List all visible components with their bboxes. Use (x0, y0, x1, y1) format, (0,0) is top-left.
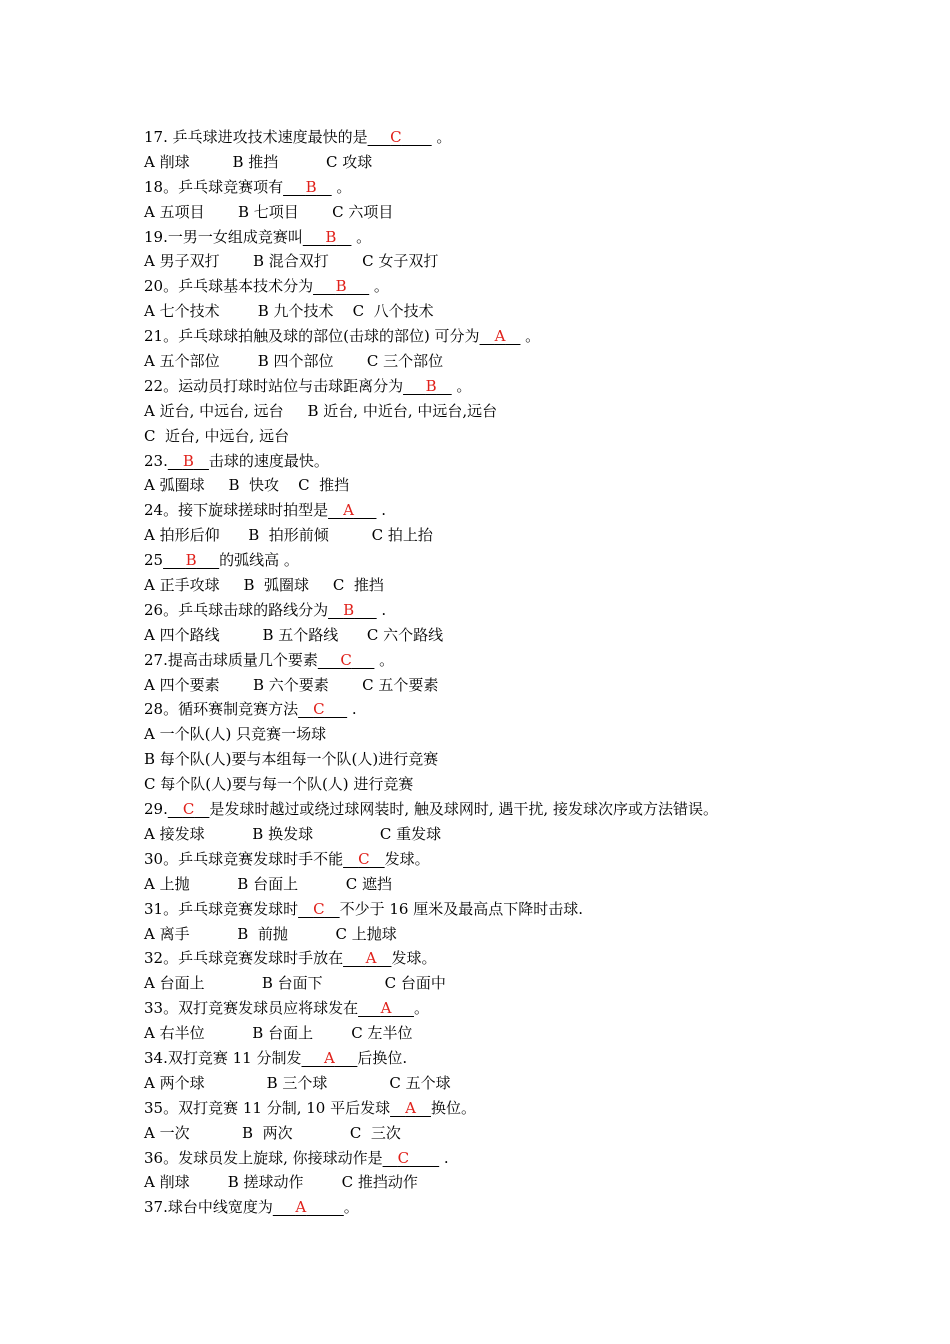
options-text: A 五个部位 B 四个部位 C 三个部位 (144, 352, 444, 371)
blank-left: __ (390, 1098, 406, 1117)
blank-right: __ (194, 800, 210, 819)
options-text: A 四个路线 B 五个路线 C 六个路线 (144, 625, 444, 644)
blank-left: __ (298, 899, 314, 918)
question-text: 26。乒乓球击球的路线分为 (144, 600, 329, 619)
options-text: A 五项目 B 七项目 C 六项目 (144, 202, 394, 221)
blank-left: ___ (313, 277, 336, 296)
options-text: A 弧圈球 B 快攻 C 推挡 (144, 476, 350, 495)
answer-options (144, 573, 934, 598)
question-suffix: 。 (343, 1198, 359, 1217)
answer-letter: A (380, 999, 392, 1018)
blank-right: __ (336, 227, 352, 246)
blank-right: ___ (334, 1048, 358, 1067)
question-line (144, 449, 934, 474)
blank-left: ___ (317, 650, 341, 669)
question-text: 33。双打竞赛发球员应将球发在 (144, 999, 359, 1018)
answer-letter: C (313, 700, 325, 719)
question-text: 30。乒乓球竞赛发球时手不能 (144, 849, 344, 868)
answer-options (144, 399, 934, 424)
answer-options (144, 772, 934, 797)
question-suffix: 发球。 (391, 949, 437, 968)
answer-options (144, 249, 934, 274)
options-text: A 七个技术 B 九个技术 C 八个技术 (144, 302, 434, 321)
answer-options (144, 1170, 934, 1195)
question-line (144, 498, 934, 523)
answer-letter: A (323, 1048, 335, 1067)
blank-right: ___ (351, 650, 375, 669)
options-text: A 两个球 B 三个球 C 五个球 (144, 1073, 451, 1092)
blank-right: __ (436, 376, 452, 395)
question-line (144, 1096, 934, 1121)
blank-left: ___ (343, 949, 366, 968)
answer-letter: A (365, 949, 377, 968)
answer-options (144, 1121, 934, 1146)
answer-letter: C (340, 650, 352, 669)
blank-left: __ (167, 451, 183, 470)
question-line (144, 548, 934, 573)
blank-left: __ (298, 700, 314, 719)
question-suffix: 。 (451, 376, 472, 395)
question-line (144, 996, 934, 1021)
blank-left: __ (328, 501, 344, 520)
answer-options (144, 349, 934, 374)
question-text: 18。乒乓球竞赛项有 (144, 177, 284, 196)
question-text: 27.提高击球质量几个要素 (144, 650, 318, 669)
answer-letter: B (325, 227, 337, 246)
blank-left: __ (479, 327, 495, 346)
question-suffix: . (439, 1148, 449, 1167)
answer-options (144, 971, 934, 996)
question-suffix: . (376, 501, 386, 520)
question-suffix: 不少于 16 厘米及最高点下降时击球. (339, 899, 583, 918)
question-list (144, 125, 934, 1220)
blank-left: __ (328, 600, 344, 619)
question-text: 36。发球员发上旋球, 你接球动作是 (144, 1148, 383, 1167)
question-suffix: 发球。 (384, 849, 430, 868)
question-text: 34.双打竞赛 11 分制发 (144, 1048, 302, 1067)
answer-options (144, 922, 934, 947)
blank-right: __ (415, 1098, 431, 1117)
question-suffix: 后换位. (357, 1048, 408, 1067)
answer-letter: A (405, 1098, 416, 1117)
question-text: 35。双打竞赛 11 分制, 10 平后发球 (144, 1098, 391, 1117)
question-suffix: . (347, 700, 357, 719)
question-suffix: 。 (351, 227, 372, 246)
question-line (144, 847, 934, 872)
answer-options (144, 299, 934, 324)
options-text: A 台面上 B 台面下 C 台面中 (144, 974, 446, 993)
question-suffix: . (376, 600, 387, 619)
options-text: A 接发球 B 换发球 C 重发球 (144, 824, 442, 843)
question-suffix: 击球的速度最快。 (208, 451, 329, 470)
question-suffix: 换位。 (430, 1098, 476, 1117)
blank-right: __ (505, 327, 521, 346)
answer-options (144, 1021, 934, 1046)
options-text: A 正手攻球 B 弧圈球 C 推挡 (144, 576, 384, 595)
options-text: A 一个队(人) 只竞赛一场球 (144, 725, 327, 744)
question-line (144, 374, 934, 399)
answer-options (144, 473, 934, 498)
options-text: A 四个要素 B 六个要素 C 五个要素 (144, 675, 439, 694)
question-line (144, 598, 934, 623)
options-text: B 每个队(人)要与本组每一个队(人)进行竞赛 (144, 750, 439, 769)
question-text: 32。乒乓球竞赛发球时手放在 (144, 949, 344, 968)
answer-letter: B (335, 277, 347, 296)
blank-right: __ (369, 849, 385, 868)
question-text: 20。乒乓球基本技术分为 (144, 277, 314, 296)
options-text: A 削球 B 推挡 C 攻球 (144, 152, 373, 171)
question-line (144, 324, 934, 349)
question-line (144, 175, 934, 200)
blank-right: __ (316, 177, 332, 196)
question-text: 22。运动员打球时站位与击球距离分为 (144, 376, 404, 395)
answer-options (144, 424, 934, 449)
blank-left: ___ (272, 1198, 296, 1217)
blank-right: ___ (346, 277, 370, 296)
options-text: A 男子双打 B 混合双打 C 女子双打 (144, 252, 439, 271)
question-suffix: 。 (369, 277, 389, 296)
blank-right: ____ (409, 1148, 440, 1167)
question-text: 21。乒乓球球拍触及球的部位(击球的部位) 可分为 (144, 327, 480, 346)
options-text: A 右半位 B 台面上 C 左半位 (144, 1024, 413, 1043)
question-text: 25 (144, 551, 164, 570)
blank-right: __ (193, 451, 209, 470)
question-text: 31。乒乓球竞赛发球时 (144, 899, 299, 918)
answer-options (144, 623, 934, 648)
options-text: A 近台, 中远台, 远台 B 近台, 中近台, 中远台,远台 (144, 401, 498, 420)
blank-right: ___ (353, 501, 377, 520)
blank-left: ___ (403, 376, 426, 395)
blank-right: __ (324, 899, 340, 918)
answer-letter: B (182, 451, 194, 470)
question-suffix: 的弧线高 。 (219, 551, 299, 570)
answer-options (144, 872, 934, 897)
answer-options (144, 747, 934, 772)
blank-left: __ (167, 800, 183, 819)
question-line (144, 125, 934, 150)
answer-options (144, 822, 934, 847)
answer-letter: A (295, 1198, 307, 1217)
answer-options (144, 150, 934, 175)
answer-options (144, 523, 934, 548)
answer-letter: A (494, 327, 506, 346)
answer-letter: C (358, 849, 370, 868)
question-text: 28。循环赛制竞赛方法 (144, 700, 299, 719)
blank-right: _____ (306, 1198, 344, 1217)
question-line (144, 797, 934, 822)
answer-letter: C (390, 128, 402, 146)
question-suffix: 。 (413, 999, 429, 1018)
blank-right: ___ (324, 700, 348, 719)
answer-letter: C (397, 1148, 410, 1167)
answer-letter: C (182, 800, 195, 819)
question-text: 37.球台中线宽度为 (144, 1198, 273, 1217)
answer-options (144, 673, 934, 698)
blank-left: __ (382, 1148, 398, 1167)
blank-left: ___ (163, 551, 186, 570)
question-line (144, 648, 934, 673)
blank-left: ___ (283, 177, 306, 196)
answer-options (144, 722, 934, 747)
answer-letter: A (343, 501, 354, 520)
blank-left: __ (343, 849, 359, 868)
question-line (144, 897, 934, 922)
question-line (144, 946, 934, 971)
options-text: A 一次 B 两次 C 三次 (144, 1123, 401, 1142)
question-text: 24。接下旋球搓球时拍型是 (144, 501, 329, 520)
blank-right: ___ (196, 551, 220, 570)
blank-left: ___ (301, 1048, 324, 1067)
answer-options (144, 200, 934, 225)
answer-letter: B (185, 551, 197, 570)
question-text: 23. (144, 451, 168, 470)
question-suffix: 。 (520, 327, 541, 346)
question-line (144, 274, 934, 299)
options-text: A 上抛 B 台面上 C 遮挡 (144, 874, 392, 893)
blank-right: __ (376, 949, 392, 968)
answer-letter: B (425, 376, 437, 395)
question-suffix: 。 (374, 650, 395, 669)
answer-options (144, 1071, 934, 1096)
question-line (144, 225, 934, 250)
blank-right: ____ (401, 128, 432, 146)
question-text: 29. (144, 800, 168, 819)
options-text: A 削球 B 搓球动作 C 推挡动作 (144, 1173, 418, 1192)
question-suffix: 。 (331, 177, 352, 196)
options-text: A 离手 B 前抛 C 上抛球 (144, 924, 397, 943)
question-text: 19.一男一女组成竞赛叫 (144, 227, 303, 246)
options-text: C 每个队(人)要与每一个队(人) 进行竞赛 (144, 775, 414, 794)
question-line (144, 697, 934, 722)
question-line (144, 1146, 934, 1171)
answer-letter: B (343, 600, 355, 619)
question-suffix: 。 (431, 128, 452, 146)
blank-left: ___ (358, 999, 381, 1018)
options-text: A 拍形后仰 B 拍形前倾 C 拍上抬 (144, 526, 433, 545)
blank-left: ___ (302, 227, 326, 246)
question-text: 17. 乒乓球进攻技术速度最快的是 (144, 128, 368, 146)
question-line (144, 1195, 934, 1220)
question-suffix: 是发球时越过或绕过球网装时, 触及球网时, 遇干扰, 接发球次序或方法错误。 (209, 800, 718, 819)
options-text: C 近台, 中远台, 远台 (144, 426, 290, 445)
answer-letter: C (313, 899, 325, 918)
blank-right: ___ (354, 600, 377, 619)
question-line (144, 1046, 934, 1071)
blank-left: ___ (367, 128, 391, 146)
blank-right: ___ (391, 999, 414, 1018)
answer-letter: B (305, 177, 317, 196)
